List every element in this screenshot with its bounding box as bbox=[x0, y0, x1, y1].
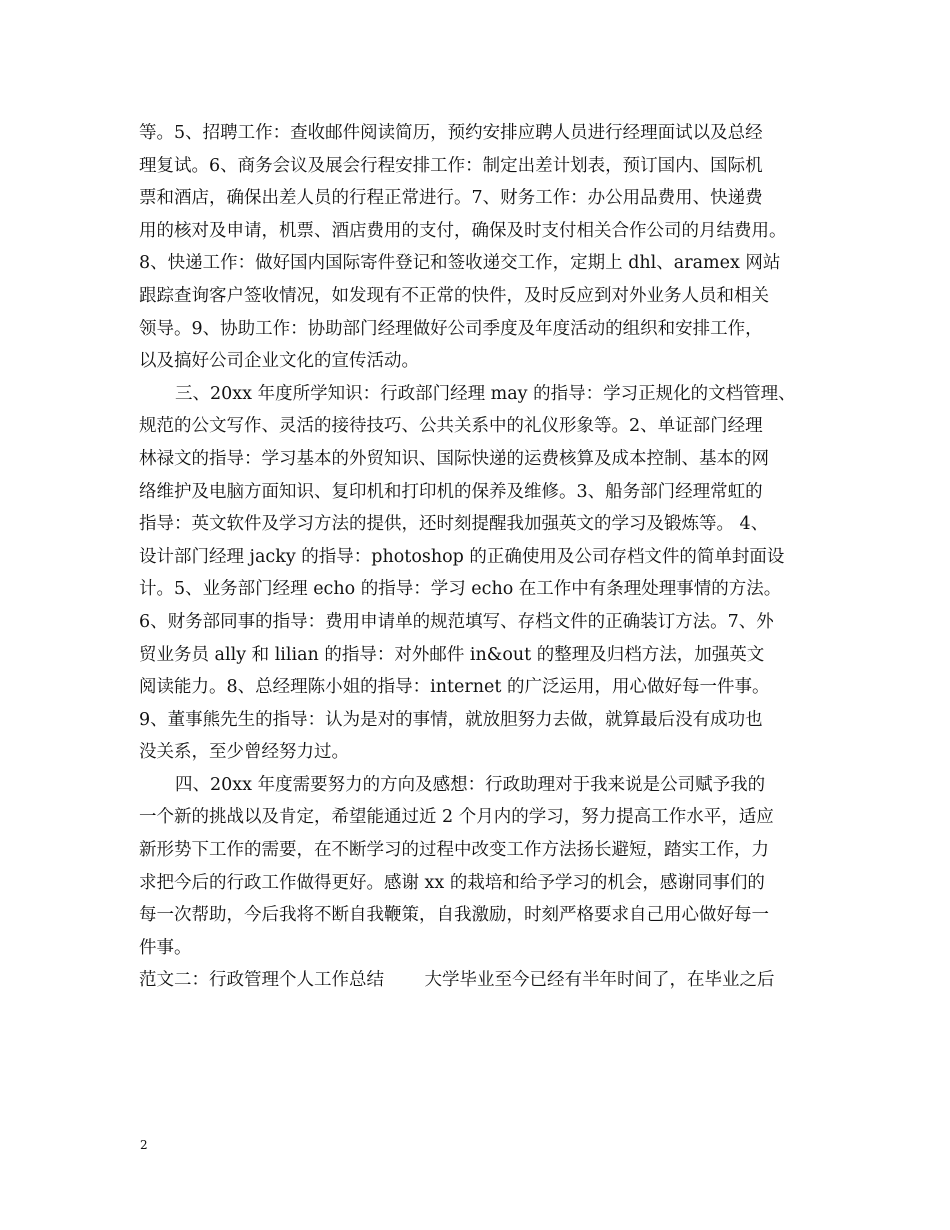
text-line: 领导。9、协助工作：协助部门经理做好公司季度及年度活动的组织和安排工作， bbox=[139, 318, 763, 339]
text-line: 规范的公文写作、灵活的接待技巧、公共关系中的礼仪形象等。2、单证部门经理 bbox=[139, 416, 763, 437]
text-line: 8、快递工作：做好国内国际寄件登记和签收递交工作，定期上 dhl、aramex 网站 bbox=[139, 253, 781, 274]
text-line: 指导：英文软件及学习方法的提供，还时刻提醒我加强英文的学习及锻炼等。 4、 bbox=[139, 514, 769, 535]
text-line: 以及搞好公司企业文化的宣传活动。 bbox=[139, 351, 419, 372]
text-line: 求把今后的行政工作做得更好。感谢 xx 的栽培和给予学习的机会，感谢同事们的 bbox=[139, 872, 765, 893]
text-line: 络维护及电脑方面知识、复印机和打印机的保养及维修。3、船务部门经理常虹的 bbox=[139, 481, 763, 502]
text-line: 等。5、招聘工作：查收邮件阅读简历，预约安排应聘人员进行经理面试以及总经 bbox=[139, 123, 763, 143]
document-body bbox=[139, 117, 819, 997]
text-line: 6、财务部同事的指导：费用申请单的规范填写、存档文件的正确装订方法。7、外 bbox=[139, 611, 774, 632]
text-line: 理复试。6、商务会议及展会行程安排工作：制定出差计划表，预订国内、国际机 bbox=[139, 155, 763, 176]
text-line: 计。5、业务部门经理 echo 的指导：学习 echo 在工作中有条理处理事情的方法。 bbox=[139, 579, 782, 600]
text-line: 贸业务员 ally 和 lilian 的指导：对外邮件 in&out 的整理及归档方法，加强英文 bbox=[139, 644, 765, 665]
text-line: 9、董事熊先生的指导：认为是对的事情，就放胆努力去做，就算最后没有成功也 bbox=[139, 709, 763, 730]
text-line: 用的核对及申请，机票、酒店费用的支付，确保及时支付相关合作公司的月结费用。 bbox=[139, 220, 787, 241]
text-line: 一个新的挑战以及肯定，希望能通过近 2 个月内的学习，努力提高工作水平，适应 bbox=[139, 807, 774, 828]
text-line: 四、20xx 年度需要努力的方向及感想：行政助理对于我来说是公司赋予我的 bbox=[175, 774, 766, 795]
text-line: 新形势下工作的需要，在不断学习的过程中改变工作方法扬长避短，踏实工作，力 bbox=[139, 840, 769, 861]
text-line: 跟踪查询客户签收情况，如发现有不正常的快件，及时反应到对外业务人员和相关 bbox=[139, 285, 769, 306]
text-line: 设计部门经理 jacky 的指导：photoshop 的正确使用及公司存档文件的简单封面设 bbox=[139, 546, 785, 567]
text-line: 范文二：行政管理个人工作总结 大学毕业至今已经有半年时间了，在毕业之后 bbox=[139, 970, 775, 991]
text-line: 件事。 bbox=[139, 937, 192, 958]
page-number: 2 bbox=[140, 1138, 148, 1152]
text-line: 林禄文的指导：学习基本的外贸知识、国际快递的运费核算及成本控制、基本的网 bbox=[139, 448, 769, 469]
text-line: 三、20xx 年度所学知识：行政部门经理 may 的指导：学习正规化的文档管理、 bbox=[175, 383, 796, 404]
text-line: 阅读能力。8、总经理陈小姐的指导：internet 的广泛运用，用心做好每一件事。 bbox=[139, 677, 770, 698]
text-line: 没关系，至少曾经努力过。 bbox=[139, 742, 349, 763]
text-line: 每一次帮助，今后我将不断自我鞭策，自我激励，时刻严格要求自己用心做好每一 bbox=[139, 905, 769, 926]
text-line: 票和酒店，确保出差人员的行程正常进行。7、财务工作：办公用品费用、快递费 bbox=[139, 188, 763, 209]
